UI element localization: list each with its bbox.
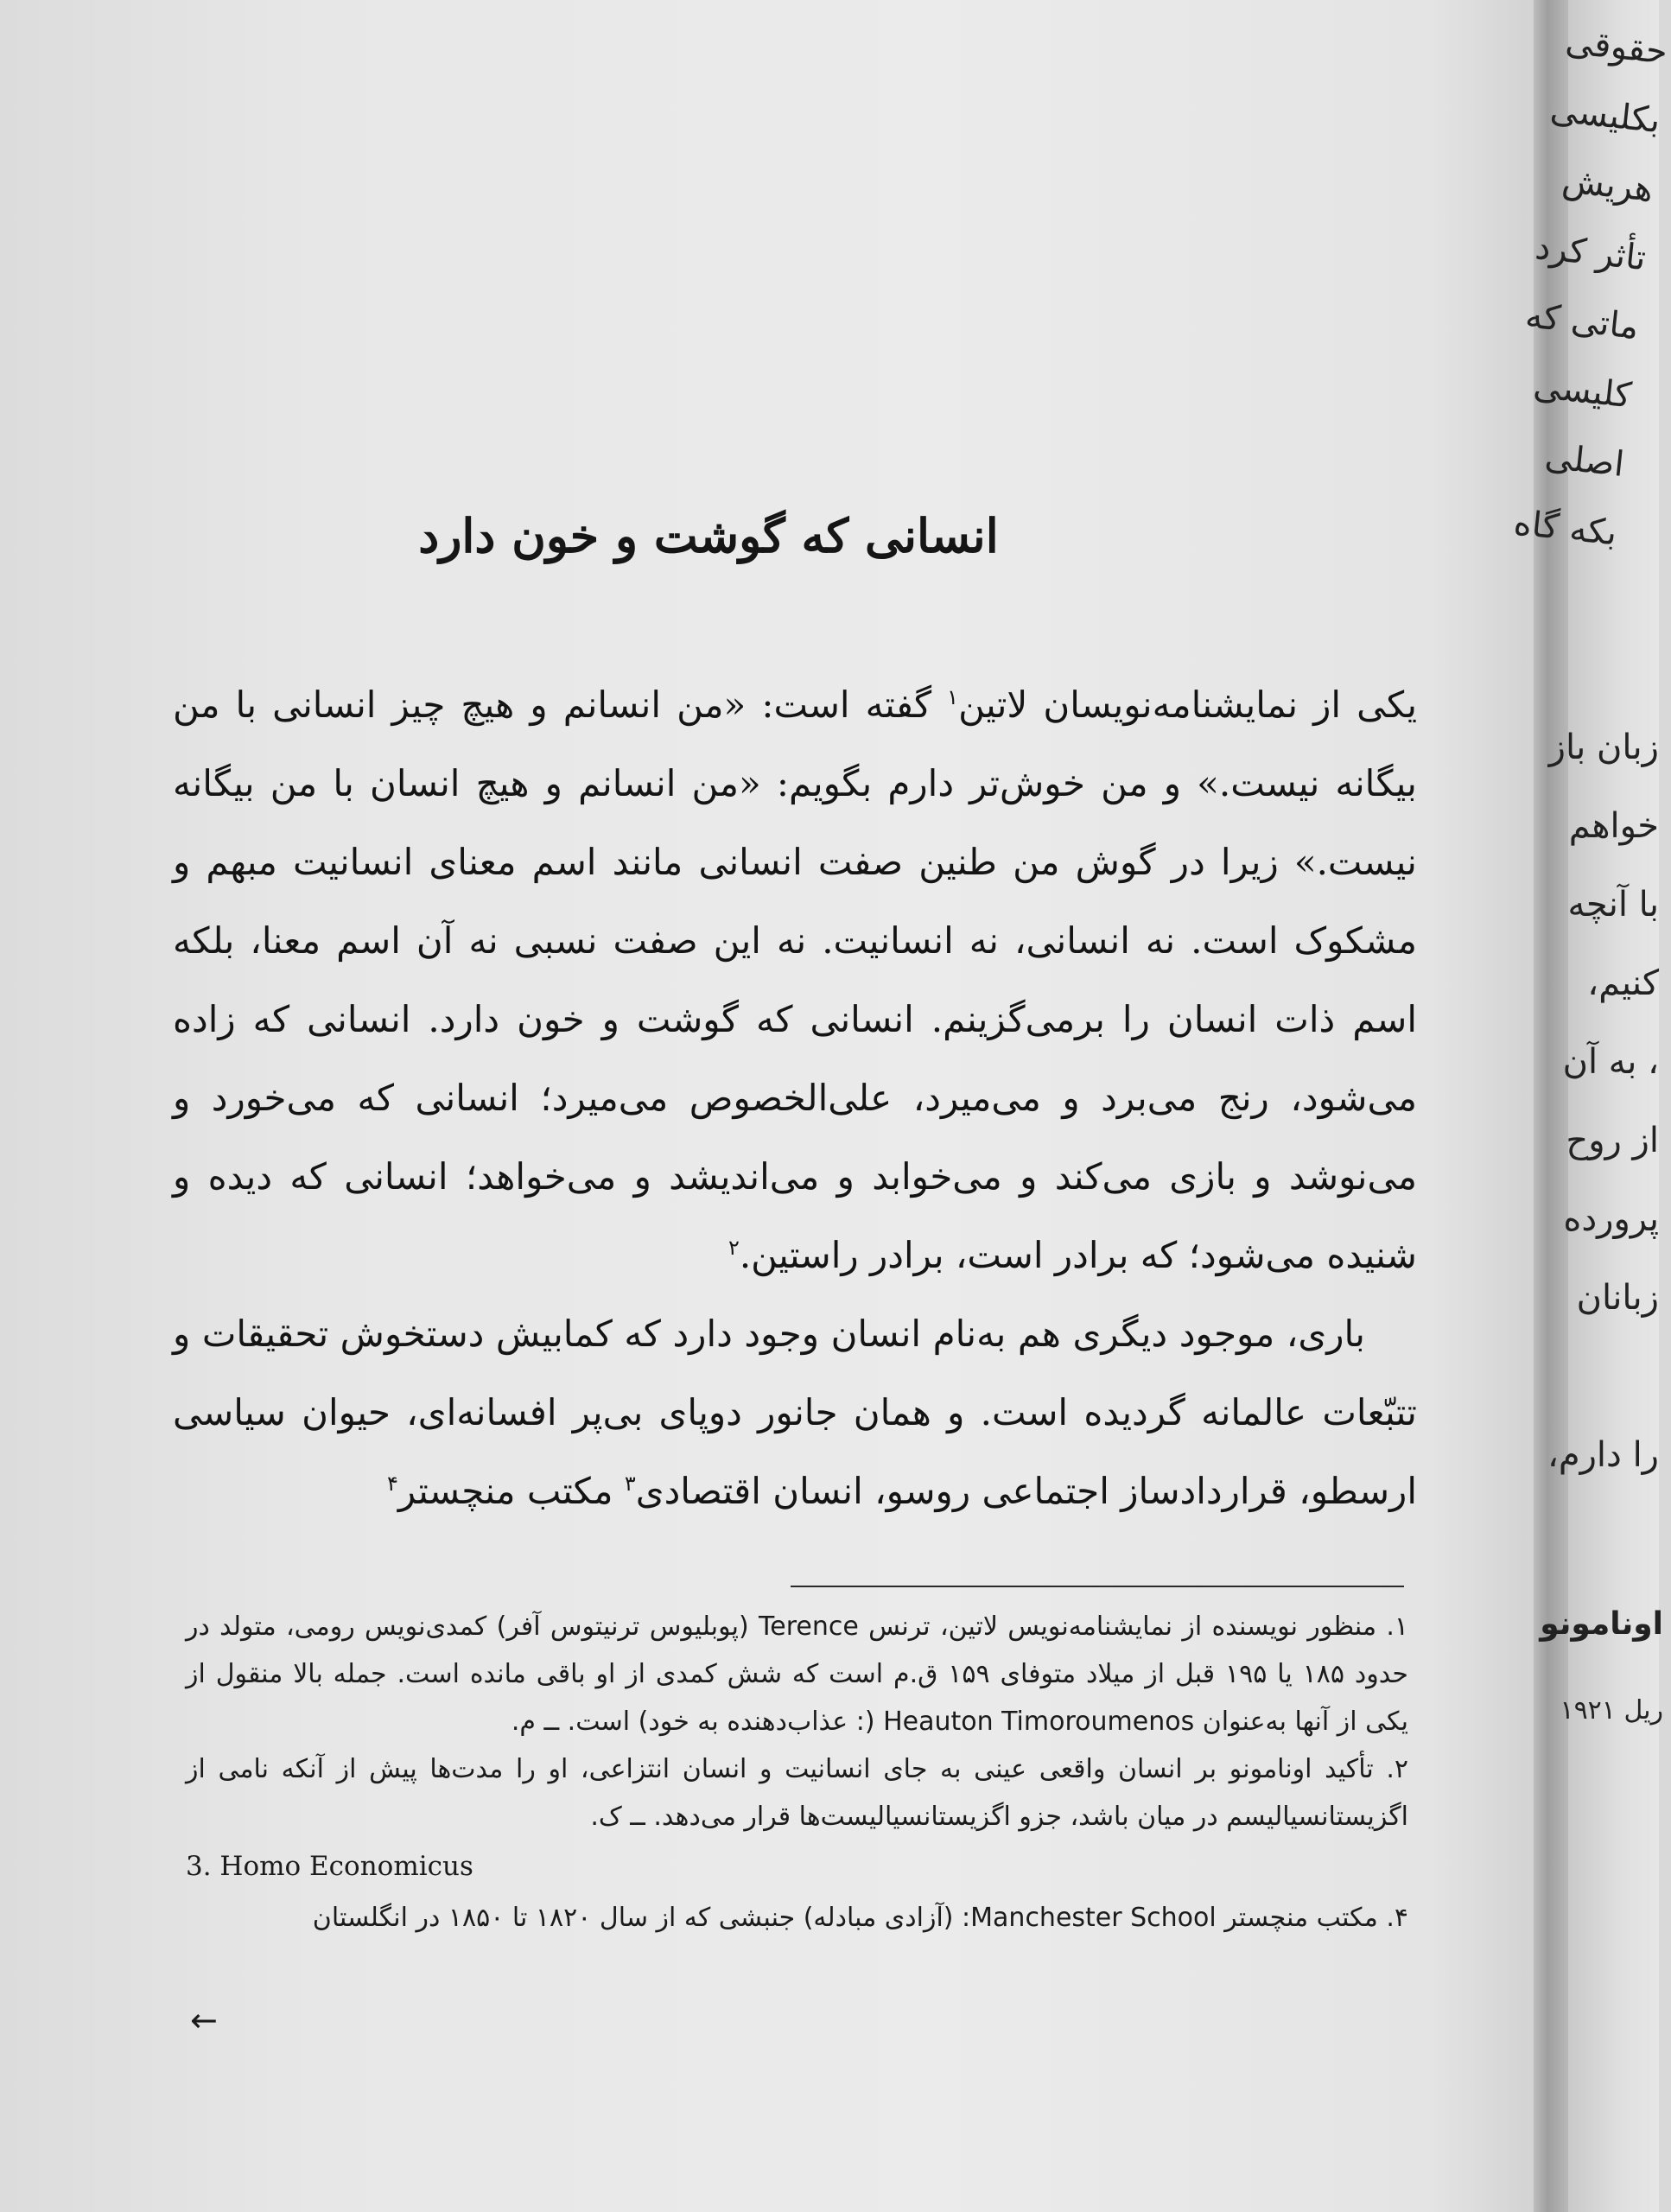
footnote-ref-3[interactable]: ۳: [624, 1471, 636, 1496]
footnote-divider: [791, 1586, 1404, 1587]
paragraph-2: باری، موجود دیگری هم به‌نام انسان وجود دارد که کمابیش دستخوش تحقیقات و تتبّعات عالمانه گردیده است. و همان جانور دوپای بی‌پر افسانه‌ای، حیوان سیاسی ارسطو، قراردادساز اجتماعی روسو، انسان اقتصادی$^۳$ مکتب منچستر$^۴$: [173, 1313, 1417, 1512]
chapter-title: انسانی که گوشت و خون دارد: [418, 508, 999, 563]
footnote-ref-2[interactable]: ۲: [727, 1236, 740, 1260]
body-text: [173, 665, 1417, 1530]
paragraph-1: یکی از نمایشنامه‌نویسان لاتین$^۱$ گفته است: «من انسانم و هیچ چیز انسانی با من بیگانه نیست.» و من خوش‌تر دارم بگویم: «من انسانم و هیچ انسان با من بیگانه نیست.» زیرا در گوش من طنین صفت انسانی مانند اسم معنای انسانیت مبهم و مشکوک است. نه انسانی، نه انسانیت. نه این صفت نسبی نه آن اسم معنا، بلکه اسم ذات انسان را برمی‌گزینم. انسانی که گوشت و خون دارد. انسانی که زاده می‌شود، رنج می‌برد و می‌میرد، علی‌الخصوص می‌میرد؛ انسانی که می‌خورد و می‌نوشد و بازی می‌کند و می‌خوابد و می‌اندیشد و می‌خواهد؛ انسانی که دیده و شنیده می‌شود؛ که برادر است، برادر راستین.$^۲$: [173, 683, 1418, 1276]
footnote-ref-4[interactable]: ۴: [387, 1471, 398, 1496]
footnote-3: 3. Homo Economicus: [186, 1851, 473, 1882]
next-page-edge: [1511, 0, 1670, 2212]
footnote-1: ۱. منظور نویسنده از نمایشنامه‌نویس لاتین، ترنس Terence (پوبلیوس ترنیتوس آفر) کمدی‌نویس رومی، متولد در حدود ۱۸۵ یا ۱۹۵ قبل از میلاد متوفای ۱۵۹ ق.م است که شش کمدی از او باقی مانده است. جمله بالا منقول از یکی از آنها به‌عنوان Heauton Timoroumenos (: عذاب‌دهنده به خود) است. ــ م.: [186, 1611, 1408, 1737]
next-page-top-fragments: حقوقی بکلیسی هریش تأثر کرد ماتی که کلیسی اصلی بکه گاه: [1511, 22, 1670, 554]
next-page-mid-fragments: زبان باز خواهم با آنچه کنیم، ، به آن از روح پرورده زبانان را دارم،: [1547, 728, 1659, 1475]
footnote-4: ۴. مکتب منچستر Manchester School: (آزادی مبادله) جنبشی که از سال ۱۸۲۰ تا ۱۸۵۰ در انگلستان: [312, 1903, 1408, 1933]
footnotes: [186, 1603, 1408, 1942]
footnote-ref-1[interactable]: ۱: [947, 685, 959, 709]
footnote-2: ۲. تأکید اونامونو بر انسان واقعی عینی به جای انسانیت و انسان انتزاعی، او را مدت‌ها پیش از آنکه نامی از اگزیستانسیالیسم در میان باشد، جزو اگزیستانسیالیست‌ها قرار می‌دهد. ــ ک.: [186, 1754, 1408, 1832]
reverse-side-bleed-through: ‏‌ ‌ ‌: [225, 12, 251, 59]
next-page-footnote-fragments: اونامونو ریل ۱۹۲۱: [1540, 1606, 1663, 1726]
continue-arrow-icon: ←: [190, 2001, 218, 2039]
